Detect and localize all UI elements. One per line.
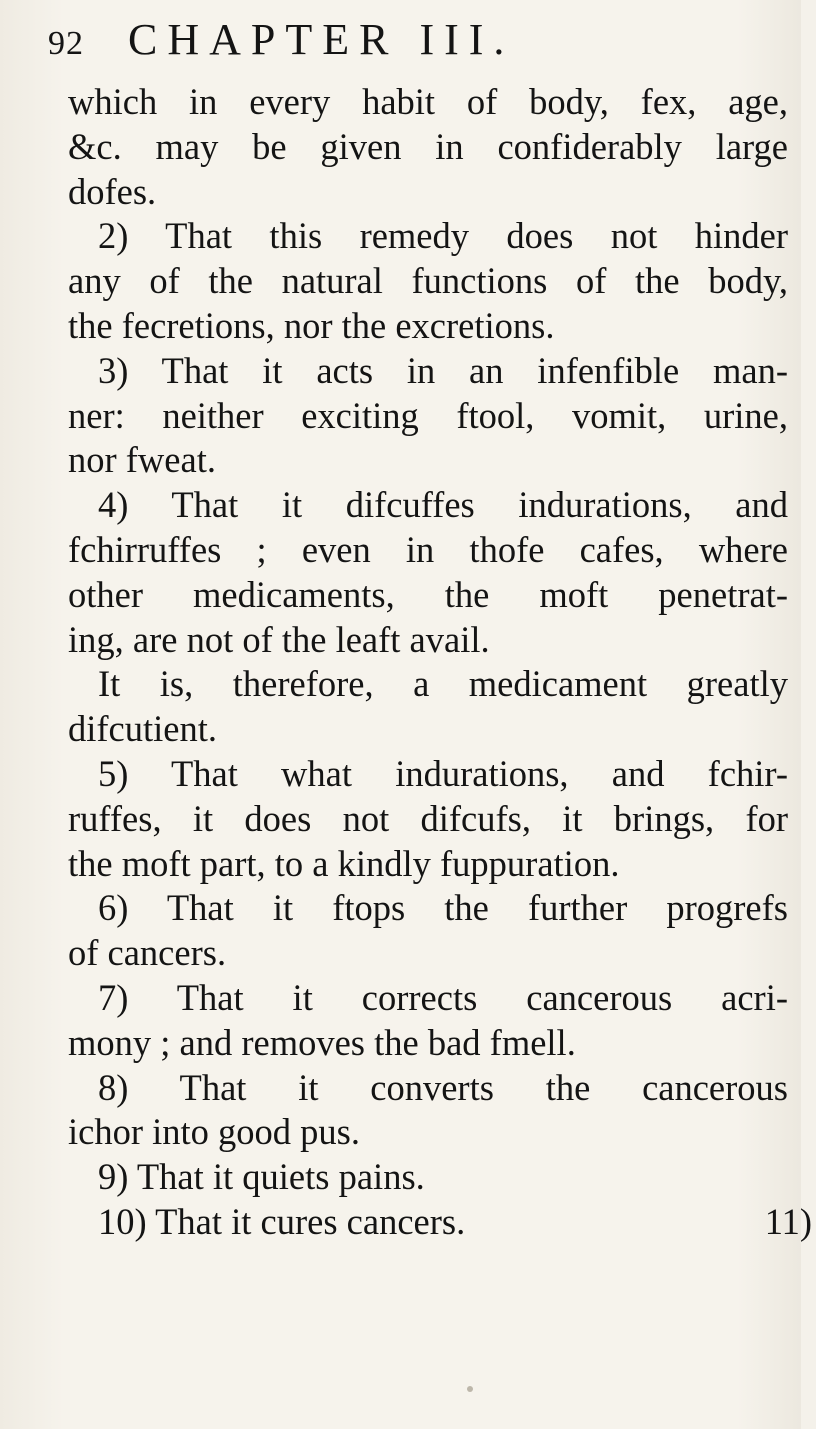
text-line: 2) That this remedy does not hinder <box>98 215 788 257</box>
text-line: 9) That it quiets pains. <box>98 1156 425 1198</box>
text-line: It is, therefore, a medicament greatly <box>98 663 788 705</box>
text-line: 3) That it acts in an infenfible man- <box>98 349 788 391</box>
catchword: 11) <box>764 1200 812 1242</box>
text-line: the moft part, to a kindly fuppuration. <box>68 842 620 884</box>
body-text <box>68 80 812 1245</box>
text-line: any of the natural functions of the body, <box>68 260 788 302</box>
text-line: &c. may be given in confiderably large <box>68 125 788 167</box>
text-line: 7) That it corrects cancerous acri- <box>98 976 788 1018</box>
final-line-text: 10) That it cures cancers. <box>98 1200 466 1242</box>
text-line: nor fweat. <box>68 439 216 481</box>
text-line: ichor into good pus. <box>68 1111 360 1153</box>
text-line: 8) That it converts the cancerous <box>98 1066 788 1108</box>
ink-speck <box>467 1386 473 1392</box>
text-line: the fecretions, nor the excretions. <box>68 304 555 346</box>
final-line <box>68 1200 816 1245</box>
text-line: 4) That it difcuffes indurations, and <box>98 484 788 526</box>
text-line: difcutient. <box>68 708 217 750</box>
page-number: 92 <box>48 25 84 62</box>
text-line: ner: neither exciting ftool, vomit, urine, <box>68 394 788 436</box>
text-line: 5) That what indurations, and fchir- <box>98 752 788 794</box>
text-line: 6) That it ftops the further progrefs <box>98 887 788 929</box>
text-line: dofes. <box>68 170 157 212</box>
text-line: which in every habit of body, fex, age, <box>68 81 788 122</box>
text-line: ing, are not of the leaft avail. <box>68 618 490 660</box>
text-line: other medicaments, the moft penetrat- <box>68 573 788 615</box>
page-header <box>48 14 514 70</box>
text-line: of cancers. <box>68 932 227 974</box>
text-line: mony ; and removes the bad fmell. <box>68 1021 576 1063</box>
text-line: fchirruffes ; even in thofe cafes, where <box>68 528 788 570</box>
running-head: CHAPTER III. <box>128 15 515 64</box>
text-line: ruffes, it does not difcufs, it brings, for <box>68 797 788 839</box>
